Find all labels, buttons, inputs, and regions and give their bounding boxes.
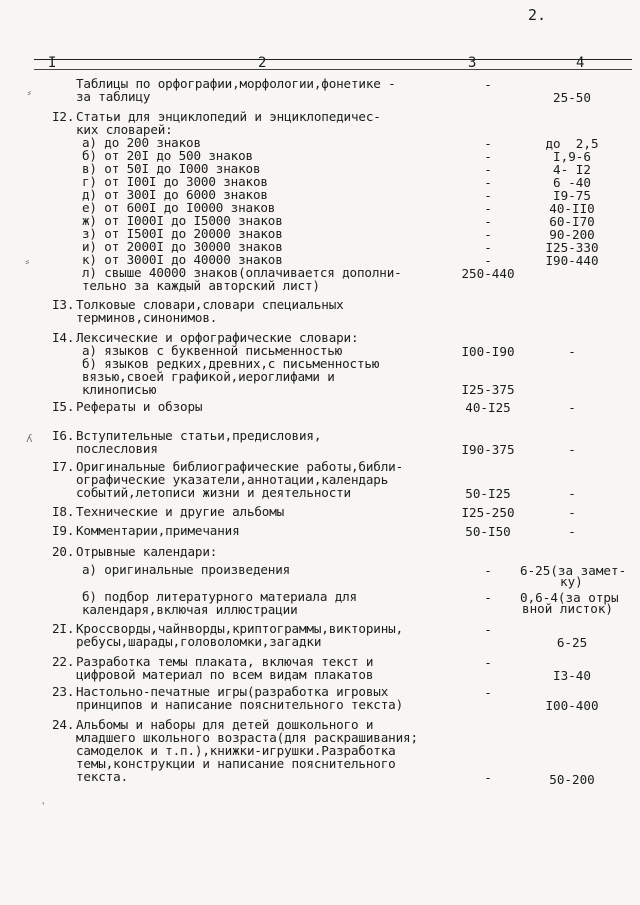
rate-column-4: - — [568, 524, 576, 539]
item-number: I2. — [52, 109, 75, 124]
rate-column-4: - — [568, 505, 576, 520]
item-text-line: д) от 300I до 6000 знаков — [82, 187, 268, 202]
column-header-4: 4 — [576, 55, 585, 71]
item-number: I3. — [52, 297, 75, 312]
rate-column-3: I00-I90 — [461, 344, 515, 359]
rate-column-4: I,9-6 — [553, 149, 591, 164]
rate-column-4: до 2,5 — [545, 136, 599, 151]
rate-column-4: 4- I2 — [553, 162, 591, 177]
rate-column-4: 0,6-4(за отры — [520, 590, 619, 605]
item-text-line: послесловия — [76, 441, 158, 456]
item-number: I5. — [52, 399, 75, 414]
rate-column-4: 6-25(за замет- — [520, 563, 627, 578]
item-text-line: г) от I00I до 3000 знаков — [82, 174, 268, 189]
item-text-line: б) от 20I до 500 знаков — [82, 148, 253, 163]
item-text-line: событий,летописи жизни и деятельности — [76, 485, 351, 500]
rate-column-3: I25-375 — [461, 382, 515, 397]
rate-column-4: I9-75 — [553, 188, 591, 203]
rate-column-3: - — [484, 77, 492, 92]
rate-column-3: - — [484, 253, 492, 268]
rate-column-3: - — [484, 655, 492, 670]
item-text-line: Настольно-печатные игры(разработка игровых — [76, 684, 389, 699]
column-header-3: 3 — [468, 55, 477, 71]
item-text-line: цифровой материал по всем видам плакатов — [76, 667, 374, 682]
item-text-line: Рефераты и обзоры — [76, 399, 203, 414]
margin-mark: ⸗ — [26, 86, 33, 99]
rate-column-3: I90-375 — [461, 442, 515, 457]
item-text-line: е) от 600I до I0000 знаков — [82, 200, 276, 215]
item-text-line: терминов,синонимов. — [76, 310, 218, 325]
item-text-line: Толковые словари,словари специальных — [76, 297, 344, 312]
item-text-line: а) до 200 знаков — [82, 135, 201, 150]
item-text-line: в) от 50I до I000 знаков — [82, 161, 261, 176]
rate-column-3: I25-250 — [461, 505, 515, 520]
rate-column-4-continued: ку) — [560, 574, 583, 589]
rate-column-4-continued: вной листок) — [522, 601, 613, 616]
item-text-line: ких словарей: — [76, 122, 173, 137]
item-text-line: клинописью — [82, 382, 157, 397]
item-text-line: за таблицу — [76, 89, 151, 104]
item-text-line: самоделок и т.п.),книжки-игрушки.Разработка — [76, 743, 396, 758]
header-rule-top — [34, 59, 632, 60]
rate-column-4: I3-40 — [553, 668, 591, 683]
item-text-line: Отрывные календари: — [76, 544, 218, 559]
item-number: 20. — [52, 544, 75, 559]
rate-column-3: - — [484, 240, 492, 255]
item-text-line: текста. — [76, 769, 129, 784]
item-text-line: з) от I500I до 20000 знаков — [82, 226, 283, 241]
item-text-line: Лексические и орфографические словари: — [76, 330, 359, 345]
rate-column-4: 60-I70 — [549, 214, 595, 229]
rate-column-3: - — [484, 770, 492, 785]
rate-column-3: 40-I25 — [465, 400, 511, 415]
item-text-line: Оригинальные библиографические работы,библи- — [76, 459, 404, 474]
item-text-line: ографические указатели,аннотации,календарь — [76, 472, 389, 487]
rate-column-4: 25-50 — [553, 90, 591, 105]
item-text-line: принципов и написание пояснительного текста) — [76, 697, 404, 712]
rate-column-3: 250-440 — [461, 266, 515, 281]
rate-column-4: 6 -40 — [553, 175, 591, 190]
item-text-line: л) свыше 40000 знаков(оплачивается дополни- — [82, 265, 402, 280]
rate-column-4: I25-330 — [545, 240, 599, 255]
item-text-line: б) языков редких,древних,с письменностью — [82, 356, 380, 371]
item-text-line: темы,конструкции и написание пояснительного — [76, 756, 396, 771]
item-text-line: а) оригинальные произведения — [82, 562, 291, 577]
rate-column-4: - — [568, 486, 576, 501]
item-text-line: ж) от I000I до I5000 знаков — [82, 213, 283, 228]
rate-column-4: 40-II0 — [549, 201, 595, 216]
column-header-2: 2 — [258, 55, 267, 71]
margin-mark: ʎ — [26, 432, 33, 445]
rate-column-3: - — [484, 149, 492, 164]
item-number: 2I. — [52, 621, 75, 636]
item-text-line: Кроссворды,чайнворды,криптограммы,викторины, — [76, 621, 404, 636]
item-text-line: календаря,включая иллюстрации — [82, 602, 298, 617]
rate-column-3: - — [484, 227, 492, 242]
rate-column-3: - — [484, 175, 492, 190]
item-text-line: Статьи для энциклопедий и энциклопедичес- — [76, 109, 381, 124]
rate-column-3: - — [484, 685, 492, 700]
item-text-line: б) подбор литературного материала для — [82, 589, 357, 604]
page-number: 2. — [528, 6, 547, 24]
rate-column-3: 50-I25 — [465, 486, 511, 501]
rate-column-3: 50-I50 — [465, 524, 511, 539]
item-number: 22. — [52, 654, 75, 669]
rate-column-4: 6-25 — [556, 635, 588, 650]
item-text-line: Вступительные статьи,предисловия, — [76, 428, 322, 443]
column-header-1: I — [48, 55, 57, 71]
rate-column-3: - — [484, 201, 492, 216]
item-number: 23. — [52, 684, 75, 699]
rate-column-3: - — [484, 622, 492, 637]
item-text-line: и) от 2000I до 30000 знаков — [82, 239, 283, 254]
item-text-line: Комментарии,примечания — [76, 523, 240, 538]
rate-column-3: - — [484, 563, 492, 578]
margin-mark: ʿ — [40, 800, 47, 813]
rate-column-3: - — [484, 590, 492, 605]
item-text-line: Разработка темы плаката, включая текст и — [76, 654, 374, 669]
item-number: 24. — [52, 717, 75, 732]
item-number: I8. — [52, 504, 75, 519]
rate-column-4: - — [568, 344, 576, 359]
rate-column-4: - — [568, 442, 576, 457]
rate-column-4: - — [568, 400, 576, 415]
item-text-line: вязью,своей графикой,иероглифами и — [82, 369, 335, 384]
item-number: I4. — [52, 330, 75, 345]
item-text-line: Альбомы и наборы для детей дошкольного и — [76, 717, 374, 732]
item-text-line: Технические и другие альбомы — [76, 504, 285, 519]
item-text-line: а) языков с буквенной письменностью — [82, 343, 343, 358]
rate-column-4: I00-400 — [545, 698, 599, 713]
item-text-line: к) от 3000I до 40000 знаков — [82, 252, 283, 267]
header-rule-bottom — [34, 69, 632, 70]
rate-column-4: I90-440 — [545, 253, 599, 268]
item-number: I6. — [52, 428, 75, 443]
item-text-line: тельно за каждый авторский лист) — [82, 278, 320, 293]
item-text-line: ребусы,шарады,головоломки,загадки — [76, 634, 322, 649]
item-number: I9. — [52, 523, 75, 538]
item-text-line: младшего школьного возраста(для раскрашивания; — [76, 730, 418, 745]
item-text-line: Таблицы по орфографии,морфологии,фонетике - — [76, 76, 396, 91]
item-number: I7. — [52, 459, 75, 474]
rate-column-3: - — [484, 188, 492, 203]
rate-column-3: - — [484, 214, 492, 229]
margin-mark: ⸗ — [24, 255, 31, 268]
rate-column-4: 50-200 — [549, 772, 595, 787]
rate-column-3: - — [484, 162, 492, 177]
rate-column-4: 90-200 — [549, 227, 595, 242]
rate-column-3: - — [484, 136, 492, 151]
